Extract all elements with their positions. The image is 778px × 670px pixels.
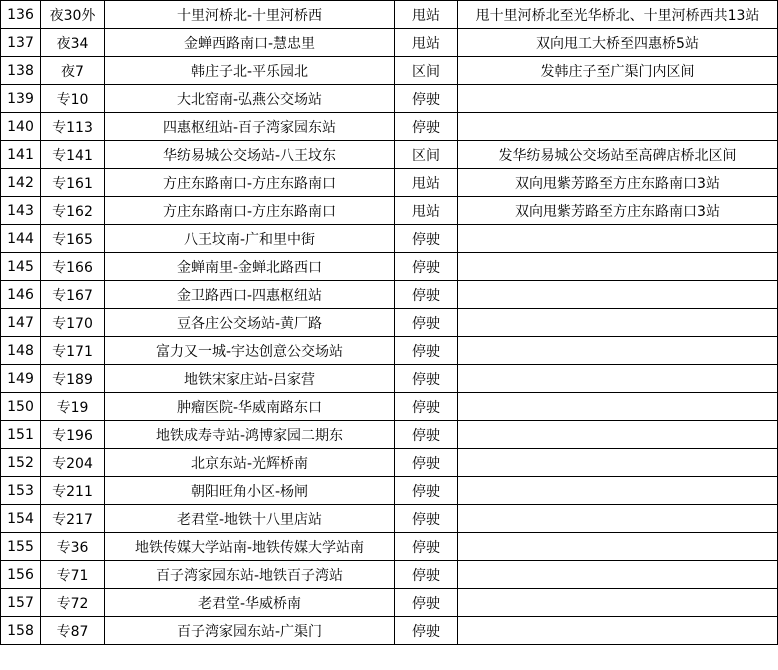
- route-cell: 专204: [41, 449, 105, 477]
- note-cell: 双向甩紫芳路至方庄东路南口3站: [458, 169, 778, 197]
- section-cell: 肿瘤医院-华威南路东口: [105, 393, 395, 421]
- section-cell: 百子湾家园东站-广渠门: [105, 617, 395, 645]
- row-number-cell: 153: [1, 477, 41, 505]
- table-row: [1, 85, 778, 113]
- note-cell: [458, 505, 778, 533]
- note-cell: [458, 85, 778, 113]
- section-cell: 富力又一城-宇达创意公交场站: [105, 337, 395, 365]
- table-row: [1, 1, 778, 29]
- row-number-cell: 143: [1, 197, 41, 225]
- row-number-cell: 140: [1, 113, 41, 141]
- route-cell: 专196: [41, 421, 105, 449]
- table-row: [1, 561, 778, 589]
- table-row: [1, 365, 778, 393]
- table-row: [1, 617, 778, 645]
- note-cell: [458, 253, 778, 281]
- status-cell: 停驶: [395, 561, 458, 589]
- route-cell: 专113: [41, 113, 105, 141]
- status-cell: 停驶: [395, 281, 458, 309]
- status-cell: 停驶: [395, 533, 458, 561]
- row-number-cell: 142: [1, 169, 41, 197]
- note-cell: [458, 421, 778, 449]
- section-cell: 百子湾家园东站-地铁百子湾站: [105, 561, 395, 589]
- status-cell: 停驶: [395, 253, 458, 281]
- table-row: [1, 421, 778, 449]
- status-cell: 区间: [395, 141, 458, 169]
- table-body: [1, 1, 778, 645]
- section-cell: 华纺易城公交场站-八王坟东: [105, 141, 395, 169]
- note-cell: 发韩庄子至广渠门内区间: [458, 57, 778, 85]
- note-cell: 双向甩紫芳路至方庄东路南口3站: [458, 197, 778, 225]
- route-cell: 专71: [41, 561, 105, 589]
- row-number-cell: 147: [1, 309, 41, 337]
- section-cell: 金蝉南里-金蝉北路西口: [105, 253, 395, 281]
- section-cell: 韩庄子北-平乐园北: [105, 57, 395, 85]
- section-cell: 八王坟南-广和里中街: [105, 225, 395, 253]
- row-number-cell: 145: [1, 253, 41, 281]
- status-cell: 停驶: [395, 589, 458, 617]
- route-cell: 夜34: [41, 29, 105, 57]
- table-row: [1, 113, 778, 141]
- section-cell: 大北窑南-弘燕公交场站: [105, 85, 395, 113]
- note-cell: [458, 561, 778, 589]
- row-number-cell: 141: [1, 141, 41, 169]
- status-cell: 停驶: [395, 365, 458, 393]
- status-cell: 停驶: [395, 505, 458, 533]
- status-cell: 甩站: [395, 197, 458, 225]
- section-cell: 地铁传媒大学站南-地铁传媒大学站南: [105, 533, 395, 561]
- section-cell: 豆各庄公交场站-黄厂路: [105, 309, 395, 337]
- status-cell: 甩站: [395, 29, 458, 57]
- table-row: [1, 253, 778, 281]
- status-cell: 停驶: [395, 617, 458, 645]
- note-cell: 甩十里河桥北至光华桥北、十里河桥西共13站: [458, 1, 778, 29]
- row-number-cell: 137: [1, 29, 41, 57]
- status-cell: 停驶: [395, 113, 458, 141]
- section-cell: 四惠枢纽站-百子湾家园东站: [105, 113, 395, 141]
- table-row: [1, 197, 778, 225]
- table-row: [1, 169, 778, 197]
- route-cell: 专10: [41, 85, 105, 113]
- route-cell: 专19: [41, 393, 105, 421]
- route-cell: 专171: [41, 337, 105, 365]
- section-cell: 十里河桥北-十里河桥西: [105, 1, 395, 29]
- status-cell: 停驶: [395, 449, 458, 477]
- route-cell: 专189: [41, 365, 105, 393]
- row-number-cell: 138: [1, 57, 41, 85]
- route-cell: 专166: [41, 253, 105, 281]
- section-cell: 地铁成寿寺站-鸿博家园二期东: [105, 421, 395, 449]
- status-cell: 停驶: [395, 393, 458, 421]
- section-cell: 金卫路西口-四惠枢纽站: [105, 281, 395, 309]
- row-number-cell: 155: [1, 533, 41, 561]
- route-cell: 专36: [41, 533, 105, 561]
- route-cell: 专72: [41, 589, 105, 617]
- note-cell: [458, 365, 778, 393]
- status-cell: 区间: [395, 57, 458, 85]
- table-row: [1, 337, 778, 365]
- table-row: [1, 393, 778, 421]
- route-cell: 专87: [41, 617, 105, 645]
- note-cell: [458, 533, 778, 561]
- route-cell: 专162: [41, 197, 105, 225]
- note-cell: 发华纺易城公交场站至高碑店桥北区间: [458, 141, 778, 169]
- note-cell: [458, 589, 778, 617]
- row-number-cell: 149: [1, 365, 41, 393]
- row-number-cell: 158: [1, 617, 41, 645]
- row-number-cell: 151: [1, 421, 41, 449]
- table-row: [1, 29, 778, 57]
- route-cell: 专211: [41, 477, 105, 505]
- status-cell: 停驶: [395, 309, 458, 337]
- row-number-cell: 157: [1, 589, 41, 617]
- row-number-cell: 150: [1, 393, 41, 421]
- note-cell: [458, 309, 778, 337]
- note-cell: [458, 477, 778, 505]
- note-cell: [458, 281, 778, 309]
- route-cell: 专167: [41, 281, 105, 309]
- table-row: [1, 141, 778, 169]
- status-cell: 停驶: [395, 337, 458, 365]
- note-cell: [458, 225, 778, 253]
- table-row: [1, 281, 778, 309]
- table-row: [1, 533, 778, 561]
- status-cell: 甩站: [395, 169, 458, 197]
- route-cell: 夜30外: [41, 1, 105, 29]
- section-cell: 北京东站-光辉桥南: [105, 449, 395, 477]
- section-cell: 方庄东路南口-方庄东路南口: [105, 197, 395, 225]
- table-row: [1, 589, 778, 617]
- row-number-cell: 152: [1, 449, 41, 477]
- route-cell: 专141: [41, 141, 105, 169]
- row-number-cell: 144: [1, 225, 41, 253]
- table-row: [1, 505, 778, 533]
- status-cell: 停驶: [395, 225, 458, 253]
- route-cell: 夜7: [41, 57, 105, 85]
- note-cell: [458, 393, 778, 421]
- table-row: [1, 225, 778, 253]
- status-cell: 甩站: [395, 1, 458, 29]
- route-cell: 专165: [41, 225, 105, 253]
- row-number-cell: 154: [1, 505, 41, 533]
- note-cell: 双向甩工大桥至四惠桥5站: [458, 29, 778, 57]
- row-number-cell: 148: [1, 337, 41, 365]
- note-cell: [458, 337, 778, 365]
- status-cell: 停驶: [395, 477, 458, 505]
- route-cell: 专217: [41, 505, 105, 533]
- section-cell: 地铁宋家庄站-吕家营: [105, 365, 395, 393]
- section-cell: 金蝉西路南口-慧忠里: [105, 29, 395, 57]
- route-cell: 专170: [41, 309, 105, 337]
- route-cell: 专161: [41, 169, 105, 197]
- table-row: [1, 57, 778, 85]
- note-cell: [458, 617, 778, 645]
- table-row: [1, 449, 778, 477]
- section-cell: 老君堂-华威桥南: [105, 589, 395, 617]
- section-cell: 老君堂-地铁十八里店站: [105, 505, 395, 533]
- row-number-cell: 146: [1, 281, 41, 309]
- note-cell: [458, 113, 778, 141]
- status-cell: 停驶: [395, 421, 458, 449]
- note-cell: [458, 449, 778, 477]
- section-cell: 朝阳旺角小区-杨闸: [105, 477, 395, 505]
- section-cell: 方庄东路南口-方庄东路南口: [105, 169, 395, 197]
- row-number-cell: 139: [1, 85, 41, 113]
- status-cell: 停驶: [395, 85, 458, 113]
- table-row: [1, 477, 778, 505]
- row-number-cell: 156: [1, 561, 41, 589]
- row-number-cell: 136: [1, 1, 41, 29]
- table-row: [1, 309, 778, 337]
